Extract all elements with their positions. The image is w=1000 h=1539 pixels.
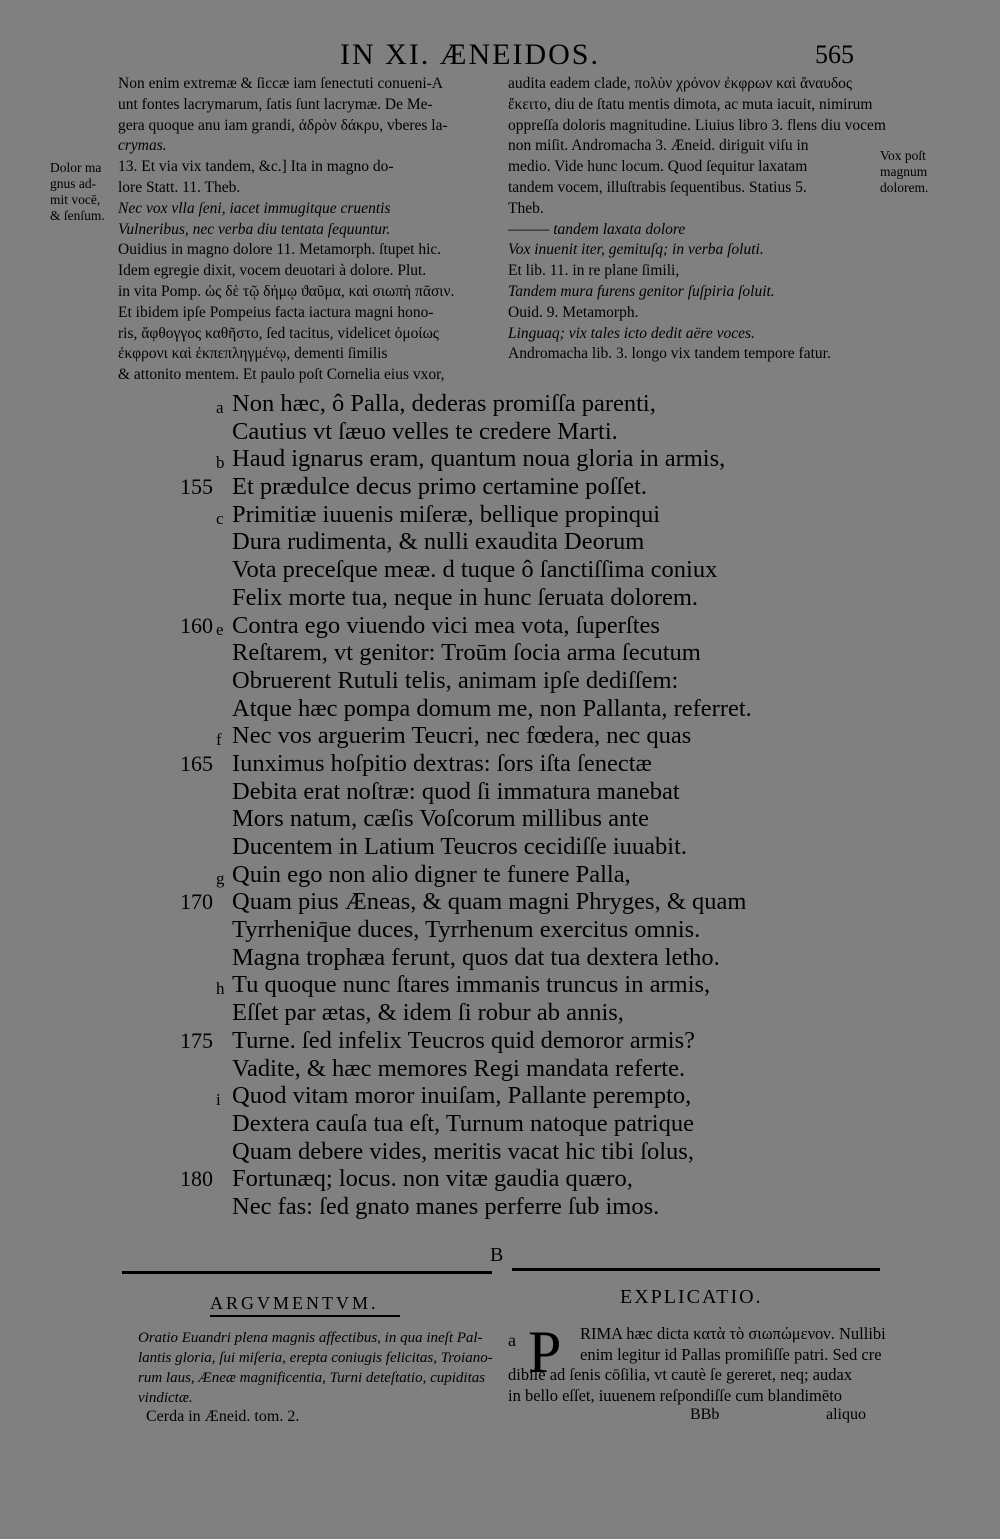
margin-note-right	[880, 148, 928, 196]
commentary-line: medio. Vide hunc locum. Quod ſequitur laxatam	[508, 158, 808, 176]
explicatio-first-lines	[580, 1324, 886, 1365]
verse-text: Nec fas: ſed gnato manes perferre ſub imos.	[232, 1192, 660, 1220]
drop-cap: P	[528, 1319, 562, 1385]
margin-note-line: mit vocē,	[50, 192, 101, 207]
commentary-line: ——— tandem laxata dolore	[508, 220, 686, 238]
commentary-left	[118, 74, 454, 386]
verse-text: Vota preceſque meæ. d tuque ô ſanctiſſima coniux	[232, 556, 718, 584]
note-letter: f	[216, 730, 222, 750]
explicatio-note-letter: a	[508, 1330, 516, 1350]
commentary-line: Vulneribus, nec verba diu tentata ſequuntur.	[118, 220, 391, 238]
catchword: aliquo	[826, 1406, 866, 1423]
commentary-line: Non enim extremæ & ſiccæ iam ſenectuti conueni-A	[118, 75, 443, 92]
explicatio-line: in bello eſſet, iuuenem reſpondiſſe cum blandimēto	[508, 1385, 843, 1405]
note-letter: i	[216, 1090, 221, 1110]
commentary-line: Andromacha lib. 3. longo vix tandem tempore fatur.	[508, 345, 831, 363]
argumentum-body	[138, 1328, 493, 1408]
note-letter: a	[216, 398, 224, 417]
commentary-line: ἔκειτο, diu de ſtatu mentis dimota, ac muta iacuit, nimirum	[508, 95, 873, 113]
verse-text: Iunximus hoſpitio dextras: ſors iſta ſenectæ	[232, 749, 652, 777]
verse-text: Atque hæc pompa domum me, non Pallanta, referret.	[232, 694, 752, 722]
argumentum-line: vindictæ.	[138, 1390, 193, 1406]
signature-mark: B	[490, 1244, 504, 1266]
commentary-line: tandem vocem, illuſtrabis ſequentibus. Statius 5.	[508, 178, 807, 196]
commentary-line: ris, ἄφθογγος καθῆστο, ſed tacitus, videlicet ὁμοίως	[118, 324, 439, 342]
commentary-line: gera quoque anu iam grandi, ἀδρὸν δάκρυ, vberes la-	[118, 116, 448, 134]
margin-note-line: & ſenſum.	[50, 208, 105, 223]
page-number: 565	[815, 40, 854, 69]
commentary-line: Ouid. 9. Metamorph.	[508, 303, 639, 321]
explicatio-title: EXPLICATIO.	[620, 1286, 763, 1308]
verse-text: Quam pius Æneas, & quam magni Phryges, & quam	[232, 888, 747, 916]
argumentum-line: Oratio Euandri plena magnis affectibus, in qua ineſt Pal-	[138, 1330, 483, 1346]
signature-bbb: BBb	[690, 1406, 720, 1423]
verse-text: Quin ego non alio digner te funere Palla,	[232, 860, 631, 888]
verse-text: Debita erat noſtræ: quod ſi immatura manebat	[232, 777, 680, 805]
divider-rule-right	[512, 1268, 880, 1271]
explicatio-line: enim legitur id Pallas promiſiſſe patri. Sed cre	[580, 1344, 882, 1364]
margin-note-left	[50, 160, 105, 224]
verse-text: Tu quoque nunc ſtares immanis truncus in armis,	[232, 971, 711, 999]
commentary-line: Et lib. 11. in re plane ſimili,	[508, 262, 680, 280]
verse-text: Turne. ſed infelix Teucros quid demoror armis?	[232, 1026, 696, 1054]
commentary-line: lore Statt. 11. Theb.	[118, 178, 241, 196]
verse-text: Mors natum, cæſis Voſcorum millibus ante	[232, 805, 649, 833]
commentary-line: & attonito mentem. Et paulo poſt Cornelia eius vxor,	[118, 366, 445, 384]
argumentum-title: ARGVMENTVM.	[210, 1293, 379, 1313]
verse-text: Quam debere vides, meritis vacat hic tibi ſolus,	[232, 1137, 694, 1165]
line-number: 160	[180, 612, 213, 638]
commentary-line: Vox inuenit iter, gemituſq; in verba ſoluti.	[508, 241, 764, 259]
commentary-line: Nec vox vlla ſeni, iacet immugitque cruentis	[118, 199, 391, 217]
explicatio-body	[508, 1365, 852, 1406]
verse-text: Fortunæq; locus. non vitæ gaudia quæro,	[232, 1165, 633, 1193]
commentary-line: Ouidius in magno dolore 11. Metamorph. ſtupet hic.	[118, 241, 442, 259]
verse-text: Ducentem in Latium Teucros cecidiſſe iuuabit.	[232, 833, 688, 860]
commentary-line: Et ibidem ipſe Pompeius facta iactura magni hono-	[118, 303, 434, 321]
verse-text: Et prædulce decus primo certamine poſſet.	[232, 473, 648, 501]
commentary-line: crymas.	[118, 137, 167, 155]
verse-text: Nec vos arguerim Teucri, nec fœdera, nec quas	[232, 722, 692, 750]
verse-text: Felix morte tua, neque in hunc ſeruata dolorem.	[232, 583, 699, 611]
note-letter: c	[216, 508, 224, 528]
commentary-line: unt fontes lacrymarum, ſatis ſunt lacrymæ. De Me-	[118, 95, 433, 113]
commentary-line: 13. Et via vix tandem, &c.] Ita in magno do-	[118, 158, 394, 176]
line-number: 170	[180, 889, 213, 915]
commentary-line: Theb.	[508, 199, 544, 217]
explicatio-line: dibile ad ſenis cōſilia, vt cautè ſe gereret, neq; audax	[508, 1365, 853, 1384]
commentary-line: Linguaq; vix tales icto dedit aëre voces.	[508, 324, 755, 342]
commentary-line: audita eadem clade, πολὺν χρόνον ἐκφρων καὶ ἄναυδος	[508, 75, 853, 92]
note-letter: e	[216, 619, 224, 639]
margin-note-line: dolorem.	[880, 180, 929, 195]
verse-text: Eſſet par ætas, & idem ſi robur ab annis,	[232, 999, 624, 1027]
note-letter: b	[216, 453, 225, 473]
commentary-line: Idem egregie dixit, vocem deuotari à dolore. Plut.	[118, 262, 427, 280]
commentary-line: ἐκφρονι καὶ ἐκπεπληγμένῳ, dementi ſimilis	[118, 345, 388, 363]
line-number: 165	[180, 750, 213, 776]
verse-text: Dura rudimenta, & nulli exaudita Deorum	[232, 528, 645, 556]
argumentum-title-underline	[210, 1315, 400, 1317]
commentary-line: Tandem mura furens genitor ſuſpiria ſoluit.	[508, 282, 775, 300]
verse-text: Contra ego viuendo vici mea vota, ſuperſtes	[232, 611, 660, 639]
verse-text: Non hæc, ô Palla, dederas promiſſa parenti,	[232, 390, 656, 417]
verse-text: Obruerent Rutuli telis, animam ipſe dediſſem:	[232, 666, 679, 694]
note-letter: g	[216, 868, 225, 888]
commentary-line: oppreſſa doloris magnitudine. Liuius libro 3. flens diu vocem	[508, 116, 886, 134]
footer-reference: Cerda in Æneid. tom. 2.	[146, 1408, 300, 1425]
margin-note-line: magnum	[880, 164, 928, 179]
verse-text: Magna trophæa ferunt, quos dat tua dextera letho.	[232, 943, 720, 971]
verse-text: Haud ignarus eram, quantum noua gloria in armis,	[232, 445, 726, 473]
margin-note-line: Vox poſt	[880, 148, 926, 163]
verse-text: Primitiæ iuuenis miſeræ, bellique propinqui	[232, 500, 661, 528]
verse-text: Reſtarem, vt genitor: Troūm ſocia arma ſecutum	[232, 639, 701, 667]
explicatio-line: RIMA hæc dicta κατὰ τὸ σιωπώμενον. Nullibi	[580, 1324, 886, 1343]
commentary-right	[508, 74, 886, 365]
divider-rule-left	[122, 1271, 492, 1274]
verse-text: Vadite, & hæc memores Regi mandata referte.	[232, 1054, 686, 1082]
line-number: 175	[180, 1027, 213, 1053]
verse-text: Cautius vt ſæuo velles te credere Marti.	[232, 417, 618, 445]
note-letter: h	[216, 979, 225, 999]
page-title: IN XI. ÆNEIDOS.	[340, 38, 600, 71]
line-number: 180	[180, 1166, 213, 1192]
verse-text: Quod vitam moror inuiſam, Pallante perempto,	[232, 1082, 692, 1110]
commentary-line: non miſit. Andromacha 3. Æneid. diriguit viſu in	[508, 137, 809, 155]
verse-text: Tyrrheniq̄ue duces, Tyrrhenum exercitus omnis.	[232, 916, 701, 944]
verse-text: Dextera cauſa tua eſt, Turnum natoque patrique	[232, 1109, 694, 1137]
commentary-line: in vita Pomp. ὡς δὲ τῷ δήμῳ ϑαῦμα, καὶ σιωπὴ πᾶσιν.	[118, 282, 455, 300]
argumentum-line: rum laus, Æneæ magnificentia, Turni deteſtatio, cupiditas	[138, 1370, 486, 1386]
margin-note-line: Dolor ma	[50, 160, 102, 175]
margin-note-line: gnus ad-	[50, 176, 97, 191]
argumentum-line: lantis gloria, ſui miſeria, erepta coniugis felicitas, Troiano-	[138, 1350, 493, 1366]
line-number: 155	[180, 474, 213, 500]
